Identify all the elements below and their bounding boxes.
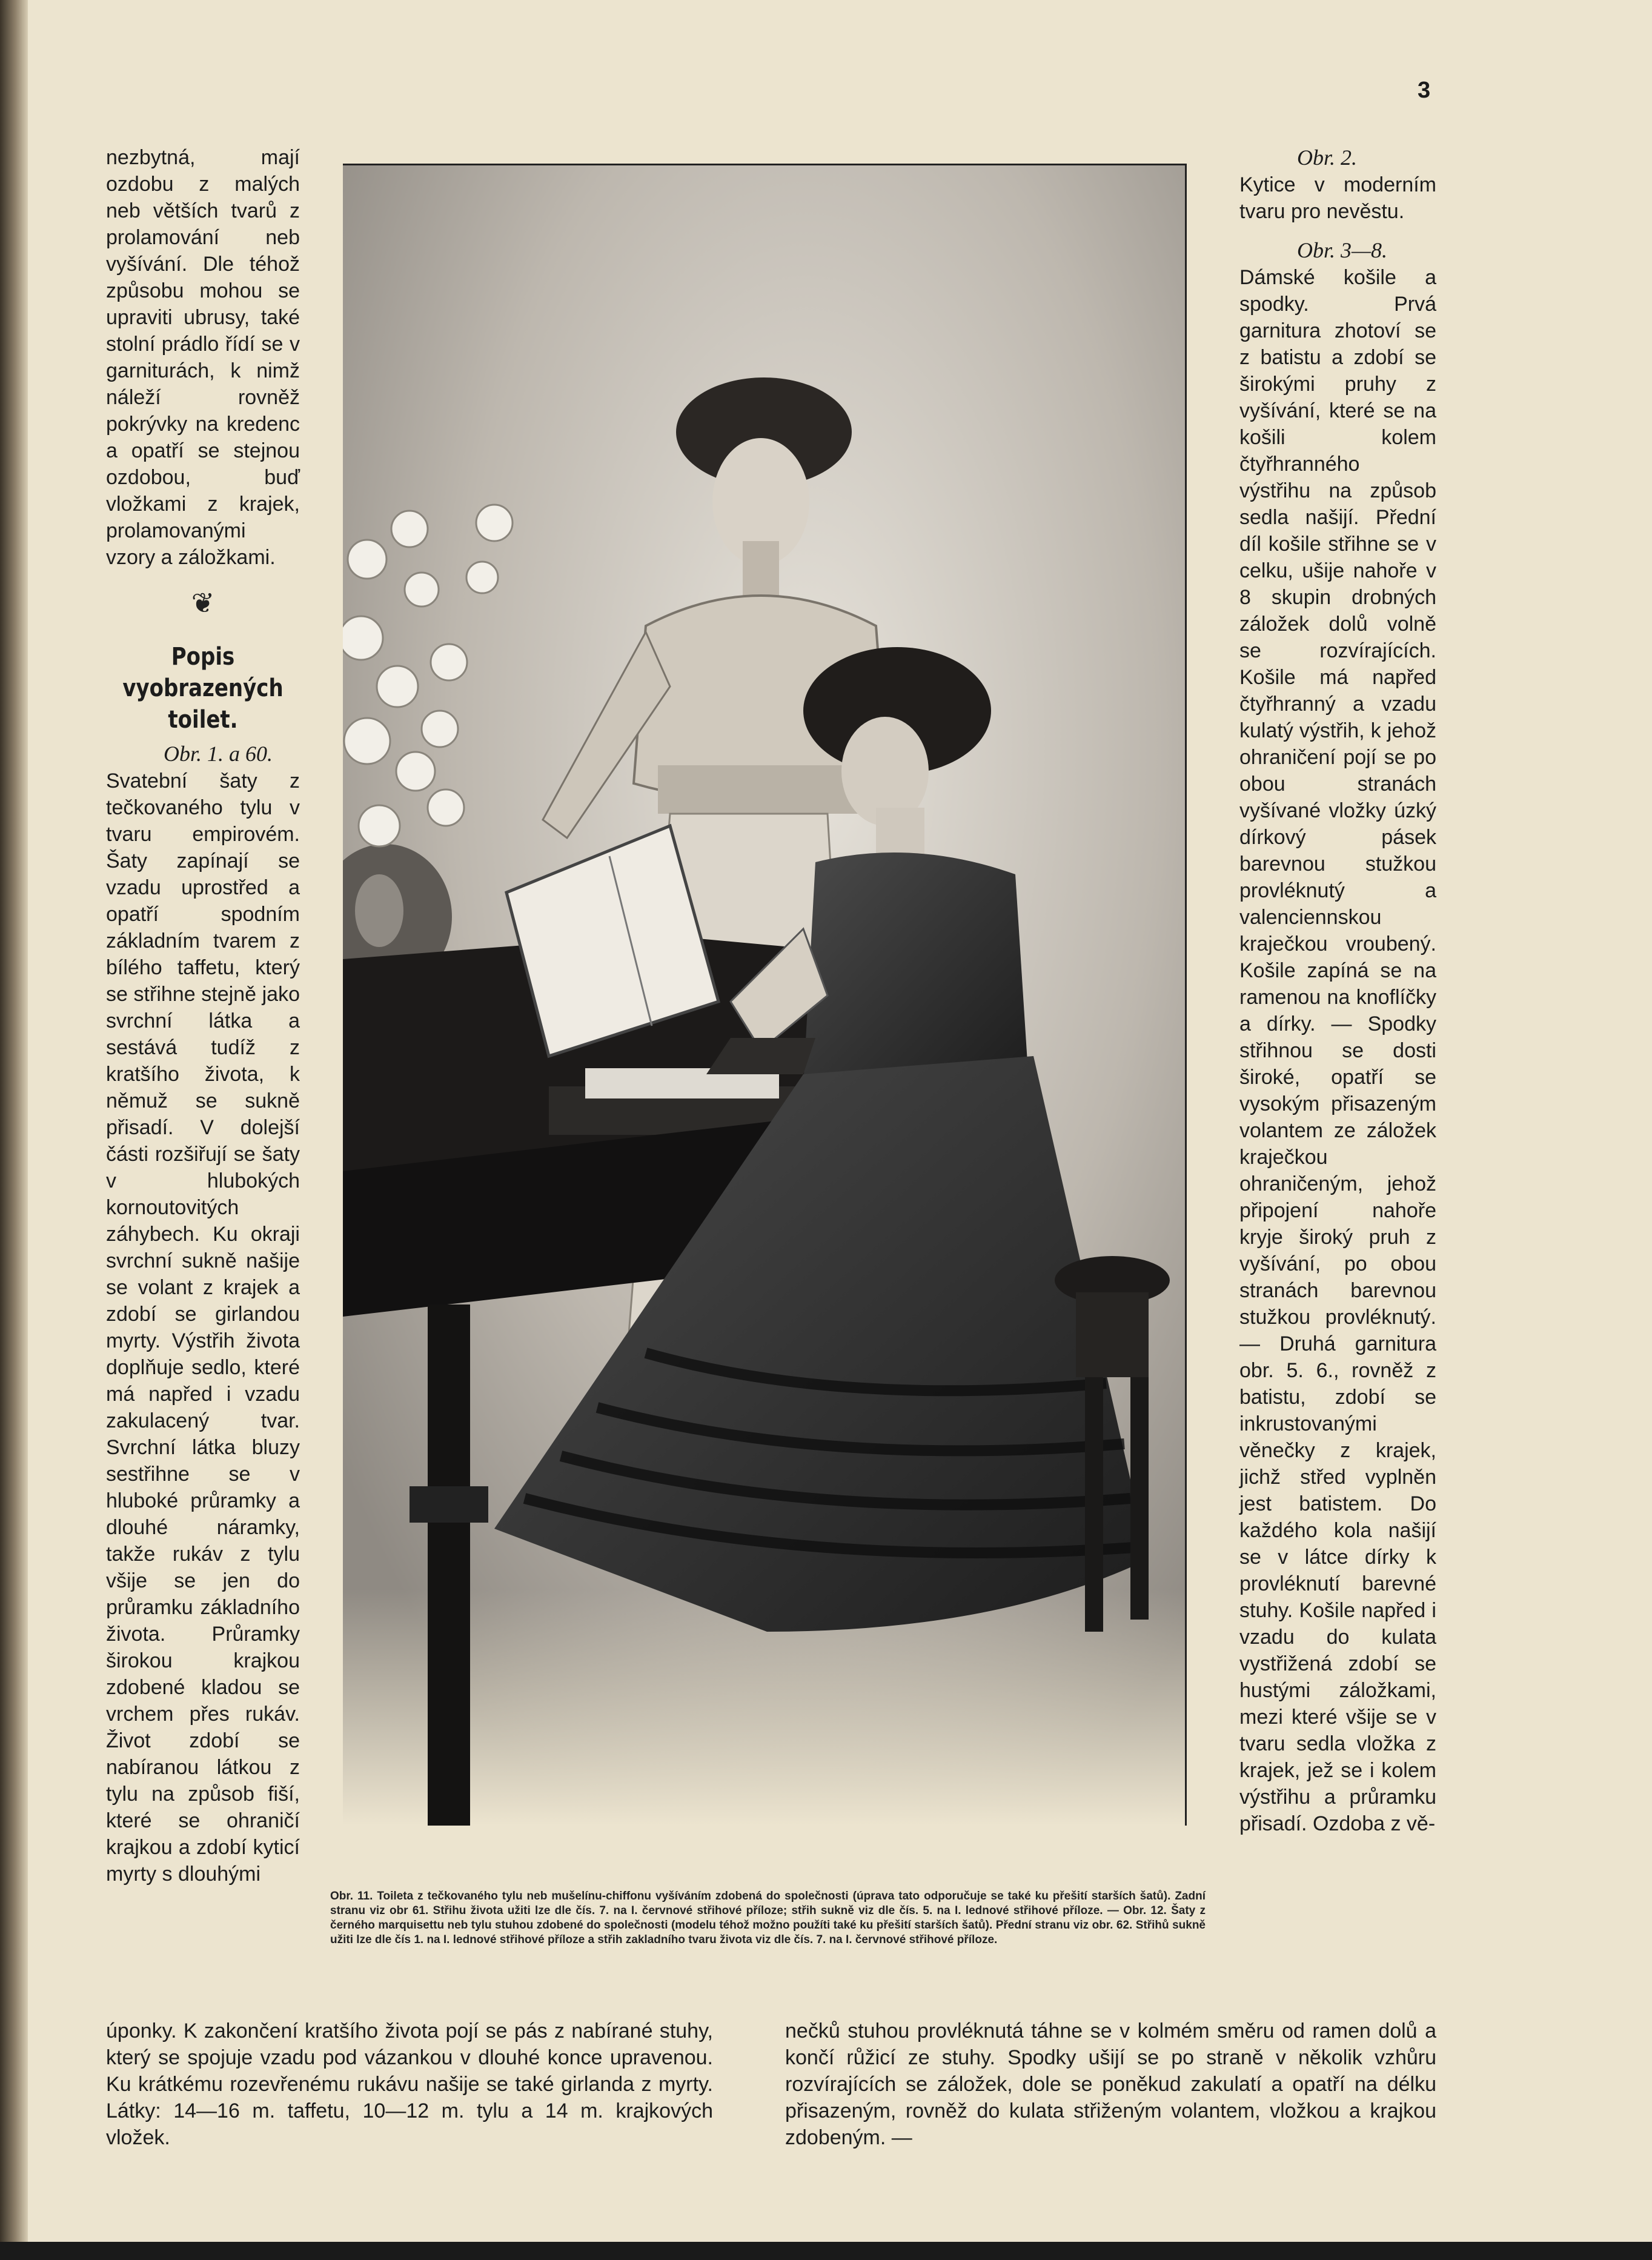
right-column xyxy=(1239,144,1436,1837)
piano-scene-illustration xyxy=(343,165,1185,1826)
page-number: 3 xyxy=(1418,78,1431,103)
book-spine-shadow xyxy=(0,0,28,2260)
underwear-paragraph: Dámské košile a spodky. Prvá garnitura zhotoví se z batistu a zdobí se širokými pruhy z vyšívání, které se na košili kolem čtyřhranného výstřihu na způsob sedla našijí. Přední díl košile střihne se v celku, ušije nahoře v 8 skupin drobných záložek dolů volně se rozvírajících. Košile má napřed čtyřhranný a vzadu kulatý výstřih, k jehož ohraničení pojí se po obou stranách vyšívané vložky úzký dírkový pásek barevnou stužkou provléknutý a valenciennskou kraječkou vroubený. Košile zapíná se na ramenou na knoflíčky a dírky. — Spodky střihnou se dosti široké, opatří se vysokým přisazeným volantem ze záložek kraječkou ohraničeným, jehož připojení nahoře kryje široký pruh z vyšívání, po obou stranách barevnou stužkou provléknutý. — Druhá garnitura obr. 5. 6., rovněž z batistu, zdobí se inkrustovanými věnečky z krajek, jichž střed vyplněn jest batistem. Do každého kola našijí se v látce dírky k provléknutí barevné stuhy. Košile napřed i vzadu do kulata vystřižená zdobí se hustými záložkami, mezi které všije se v tvaru sedla vložka z krajek, jež se i kolem výstřihu a průramku přisadí. Ozdoba z vě- xyxy=(1239,266,1436,1835)
left-column xyxy=(106,144,300,1887)
bouquet-paragraph: Kytice v moderním tvaru pro nevěstu. xyxy=(1239,173,1436,223)
fig-ref-1-60: Obr. 1. a 60. xyxy=(164,742,273,766)
left-intro-paragraph: nezbytná, mají ozdobu z malých neb větších tvarů z prolamování neb vyšívání. Dle téhož způsobu mohou se upraviti ubrusy, také stolní prádlo řídí se v garniturách, k nimž náleží rovněž pokrývky na kredenc a opatří se stejnou ozdobou, buď vložkami z krajek, prolamovanými vzory a záložkami. xyxy=(106,146,300,569)
bottom-right-paragraph: nečků stuhou provléknutá táhne se v kolmém směru od ramen dolů a končí růžicí ze stuhy. Spodky ušijí se po straně v několik vzhůru rozvírajících se záložek, dole se poněkud zakulatí a opatří na délku přisazeným, rovněž do kulata střiženým volantem, vložkou a krajkou zdobeným. — xyxy=(785,2019,1436,2149)
fig-ref-3-8: Obr. 3—8. xyxy=(1297,238,1388,262)
fashion-illustration xyxy=(343,164,1187,1826)
fleuron-ornament-icon: ❦ xyxy=(191,587,215,619)
page-bottom-edge xyxy=(0,2242,1652,2260)
section-heading: Popis vyobrazených toilet. xyxy=(122,643,284,734)
left-body-paragraph: Svatební šaty z tečkovaného tylu v tvaru empirovém. Šaty zapínají se vzadu uprostřed a opatří spodním základním tvarem z bílého taffetu, který se střihne stejně jako svrchní látka a sestává tudíž z kratšího života, k němuž se sukně přisadí. V dolejší části rozšiřují se šaty v hlubokých kornoutovitých záhybech. Ku okraji svrchní sukně našije se volant z krajek a zdobí se girlandou myrty. Výstřih života doplňuje sedlo, které má napřed i vzadu zakulacený tvar. Svrchní látka bluzy sestřihne se v hluboké průramky a dlouhé náramky, takže rukáv z tylu všije se jen do průramku základního života. Průramky širokou krajkou zdobené kladou se vrchem přes rukáv. Život zdobí se nabíranou látkou z tylu na způsob fiší, které se ohraničí krajkou a zdobí kyticí myrty s dlouhými xyxy=(106,769,300,1886)
fig-ref-2: Obr. 2. xyxy=(1297,145,1358,170)
bottom-left-paragraph: úponky. K zakončení kratšího života pojí se pás z nabírané stuhy, který se spojuje vzadu pod vázankou v dlouhé konce upravenou. Ku krátkému rozevřenému rukávu našije se také girlanda z myrty. Látky: 14—16 m. taffetu, 10—12 m. tylu a 14 m. krajkových vložek. xyxy=(106,2019,713,2149)
figure-caption: Obr. 11. Toileta z tečkovaného tylu neb mušelínu-chiffonu vyšíváním zdobená do společnosti (úprava tato odporučuje se také ku přešití starších šatů). Zadní stranu viz obr 61. Střihu života užiti lze dle čís. 7. na I. červnové střihové příloze; střih sukně viz dle čís. 5. na I. lednové střihové příloze. — Obr. 12. Šaty z černého marquisettu neb tylu stuhou zdobené do společnosti (modelu téhož možno použíti také ku přešití starších šatů). Přední stranu viz obr. 62. Střihů sukně užiti lze dle čís 1. na I. lednové střihové příloze a střih zakladního tvaru života viz dle čís. 7. na I. červnové střihové příloze. xyxy=(330,1890,1206,1946)
